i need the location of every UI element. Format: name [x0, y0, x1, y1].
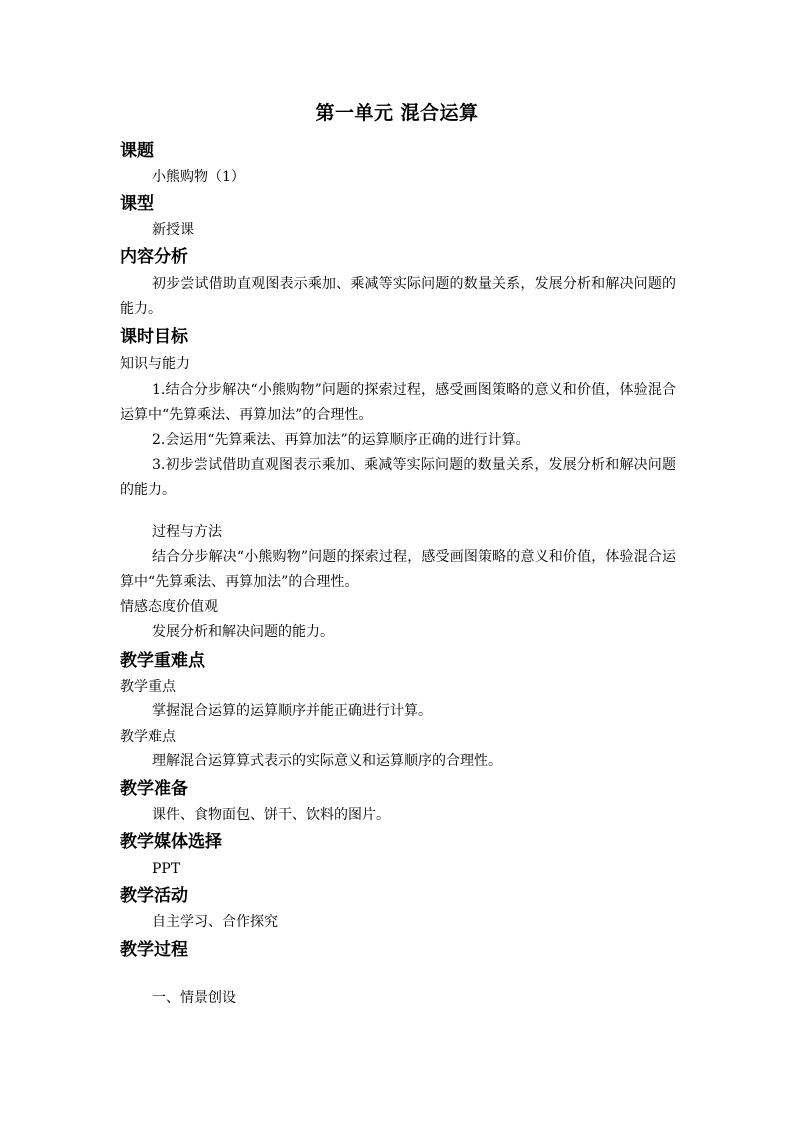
heading-analysis: 内容分析 — [120, 247, 188, 267]
heading-teaching-process: 教学过程 — [120, 940, 188, 960]
heading-media: 教学媒体选择 — [120, 832, 222, 852]
difficulty-label: 教学难点 — [120, 729, 176, 745]
knowledge-label: 知识与能力 — [120, 356, 190, 372]
attitude-label: 情感态度价值观 — [120, 599, 218, 615]
topic-content: 小熊购物（1） — [152, 169, 245, 185]
difficulty-content: 理解混合运算算式表示的实际意义和运算顺序的合理性。 — [152, 753, 502, 769]
heading-topic: 课题 — [120, 141, 154, 161]
activity-content: 自主学习、合作探究 — [152, 914, 278, 930]
process-content: 结合分步解决“小熊购物”问题的探索过程，感受画图策略的意义和价值，体验混合运算中“先算乘法、再算加法”的合理性。 — [120, 549, 676, 590]
heading-preparation: 教学准备 — [120, 779, 188, 799]
type-content: 新授课 — [152, 222, 194, 238]
preparation-content: 课件、食物面包、饼干、饮料的图片。 — [152, 807, 390, 823]
knowledge-item-1: 1.结合分步解决“小熊购物”问题的探索过程，感受画图策略的意义和价值，体验混合运算中“先算乘法、再算加法”的合理性。 — [120, 382, 676, 423]
analysis-content: 初步尝试借助直观图表示乘加、乘减等实际问题的数量关系，发展分析和解决问题的能力。 — [120, 276, 676, 317]
process-label: 过程与方法 — [152, 524, 222, 540]
media-content: PPT — [152, 861, 181, 877]
document-title: 第一单元 混合运算 — [315, 102, 479, 124]
knowledge-item-3: 3.初步尝试借助直观图表示乘加、乘减等实际问题的数量关系，发展分析和解决问题的能力。 — [120, 457, 676, 498]
focus-label: 教学重点 — [120, 679, 176, 695]
heading-activity: 教学活动 — [120, 886, 188, 906]
heading-goals: 课时目标 — [120, 327, 188, 347]
heading-key-points: 教学重难点 — [120, 651, 205, 671]
attitude-content: 发展分析和解决问题的能力。 — [152, 624, 334, 640]
knowledge-item-2: 2.会运用“先算乘法、再算加法”的运算顺序正确的进行计算。 — [152, 432, 530, 448]
heading-type: 课型 — [120, 194, 154, 214]
focus-content: 掌握混合运算的运算顺序并能正确进行计算。 — [152, 703, 432, 719]
step-situation: 一、情景创设 — [152, 990, 236, 1006]
